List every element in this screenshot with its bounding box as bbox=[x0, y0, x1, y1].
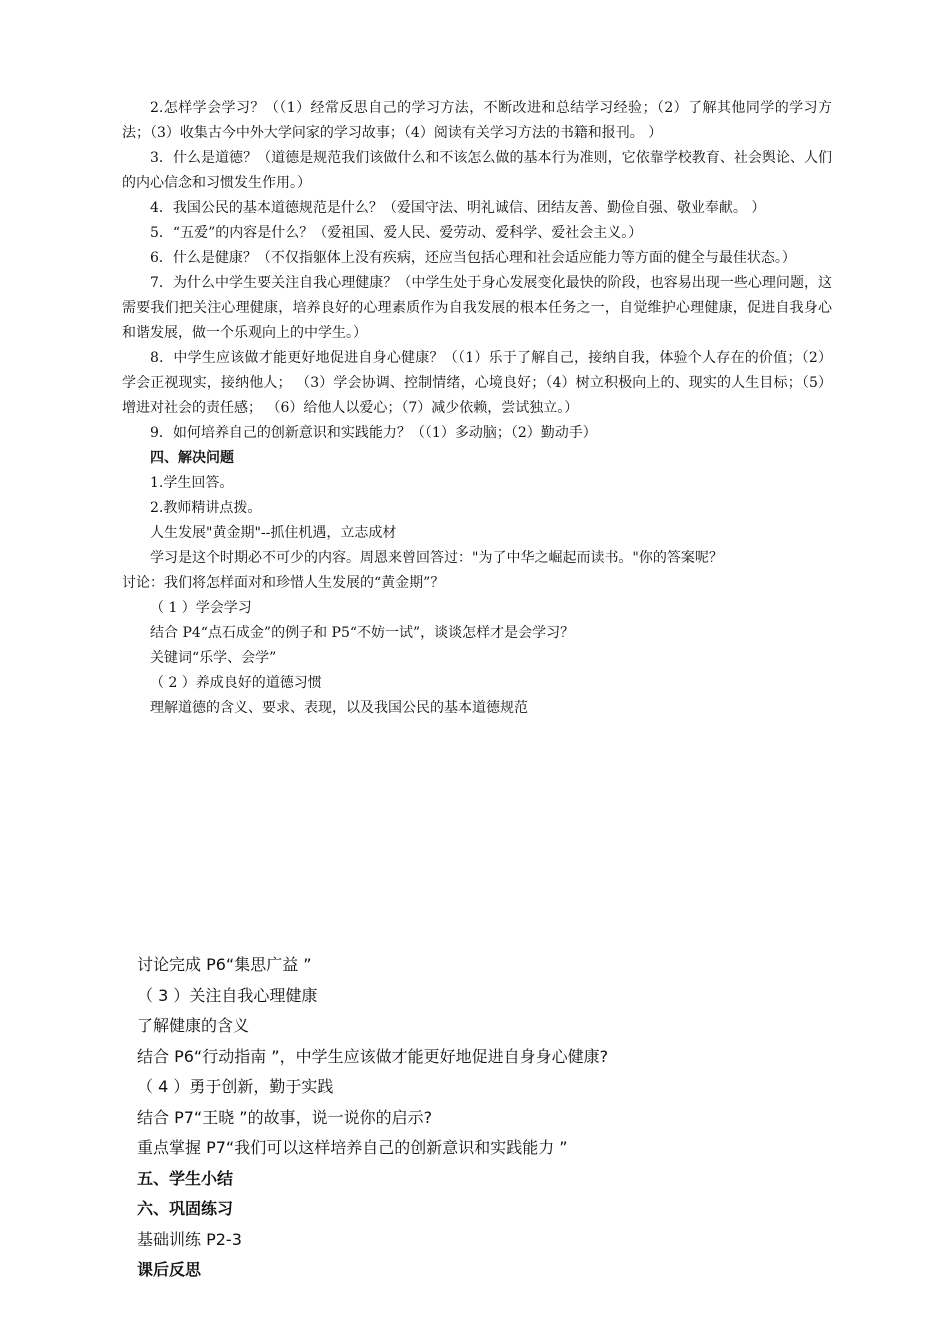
upper-paragraph: 5．“五爱”的内容是什么？（爱祖国、爱人民、爱劳动、爱科学、爱社会主义。） bbox=[150, 225, 643, 241]
upper-heading: 四、解决问题 bbox=[150, 450, 234, 466]
upper-paragraph: （ 2 ）养成良好的道德习惯 bbox=[150, 675, 322, 691]
upper-paragraph: 9．如何培养自己的创新意识和实践能力？（（1）多动脑；（2）勤动手） bbox=[150, 425, 597, 441]
upper-paragraph: 理解道德的含义、要求、表现，以及我国公民的基本道德规范 bbox=[150, 700, 528, 716]
lower-paragraph: （ 4 ）勇于创新，勤于实践 bbox=[137, 1077, 334, 1096]
upper-paragraph: 讨论：我们将怎样面对和珍惜人生发展的“黄金期”？ bbox=[122, 575, 445, 591]
lower-paragraph: 结合 P7“王晓 ”的故事，说一说你的启示? bbox=[137, 1107, 433, 1127]
upper-paragraph: 3．什么是道德？（道德是规范我们该做什么和不该怎么做的基本行为准则，它依靠学校教育、社会舆论、人们的内心信念和习惯发生作用。） bbox=[122, 150, 832, 191]
upper-paragraph: 人生发展"黄金期"--抓住机遇，立志成材 bbox=[150, 525, 397, 541]
upper-paragraph: 4．我国公民的基本道德规范是什么？（爱国守法、明礼诚信、团结友善、勤俭自强、敬业奉献。 ） bbox=[150, 200, 766, 216]
upper-section bbox=[122, 96, 832, 721]
lower-paragraph: 基础训练 P2-3 bbox=[137, 1229, 242, 1249]
upper-paragraph: 关键词“乐学、会学” bbox=[150, 650, 277, 666]
lower-section bbox=[137, 950, 837, 1286]
lower-heading: 课后反思 bbox=[137, 1260, 202, 1279]
upper-paragraph: 2.怎样学会学习？（（1）经常反思自己的学习方法，不断改进和总结学习经验；（2）了解其他同学的学习方法；（3）收集古今中外大学问家的学习故事；（4）阅读有关学习方法的书籍和报刊。 ） bbox=[122, 100, 832, 141]
upper-paragraph: 学习是这个时期必不可少的内容。周恩来曾回答过："为了中华之崛起而读书。"你的答案呢？ bbox=[150, 550, 723, 566]
upper-paragraph: 6．什么是健康？（不仅指躯体上没有疾病，还应当包括心理和社会适应能力等方面的健全与最佳状态。） bbox=[150, 250, 796, 266]
upper-paragraph: 2.教师精讲点拨。 bbox=[150, 500, 262, 516]
upper-paragraph: 8．中学生应该做才能更好地促进自身心健康？（（1）乐于了解自己，接纳自我，体验个人存在的价值；（2）学会正视现实，接纳他人； （3）学会协调、控制情绪，心境良好；（4）树立积极向上的、现实的人生目标；（5）增进对社会的责任感； （6）给他人以爱心；（7）减少依赖，尝试独立。） bbox=[122, 350, 832, 416]
lower-paragraph: 了解健康的含义 bbox=[137, 1016, 250, 1035]
lower-paragraph: 结合 P6“行动指南 ”，中学生应该做才能更好地促进自身身心健康? bbox=[137, 1046, 609, 1066]
lower-paragraph: 讨论完成 P6“集思广益 ” bbox=[137, 955, 312, 974]
lower-paragraph: （ 3 ）关注自我心理健康 bbox=[137, 985, 318, 1005]
upper-paragraph: 结合 P4“点石成金”的例子和 P5“不妨一试”，谈谈怎样才是会学习？ bbox=[150, 625, 575, 641]
upper-paragraph: 1.学生回答。 bbox=[150, 475, 234, 491]
upper-paragraph: 7．为什么中学生要关注自我心理健康？（中学生处于身心发展变化最快的阶段，也容易出现一些心理问题，这需要我们把关注心理健康，培养良好的心理素质作为自我发展的根本任务之一，自觉维护心理健康，促进自我身心和谐发展，做一个乐观向上的中学生。） bbox=[122, 275, 832, 341]
upper-paragraph: （ 1 ）学会学习 bbox=[150, 600, 252, 616]
lower-heading: 五、学生小结 bbox=[137, 1168, 234, 1188]
lower-paragraph: 重点掌握 P7“我们可以这样培养自己的创新意识和实践能力 ” bbox=[137, 1138, 568, 1157]
lower-heading: 六、巩固练习 bbox=[137, 1199, 234, 1218]
